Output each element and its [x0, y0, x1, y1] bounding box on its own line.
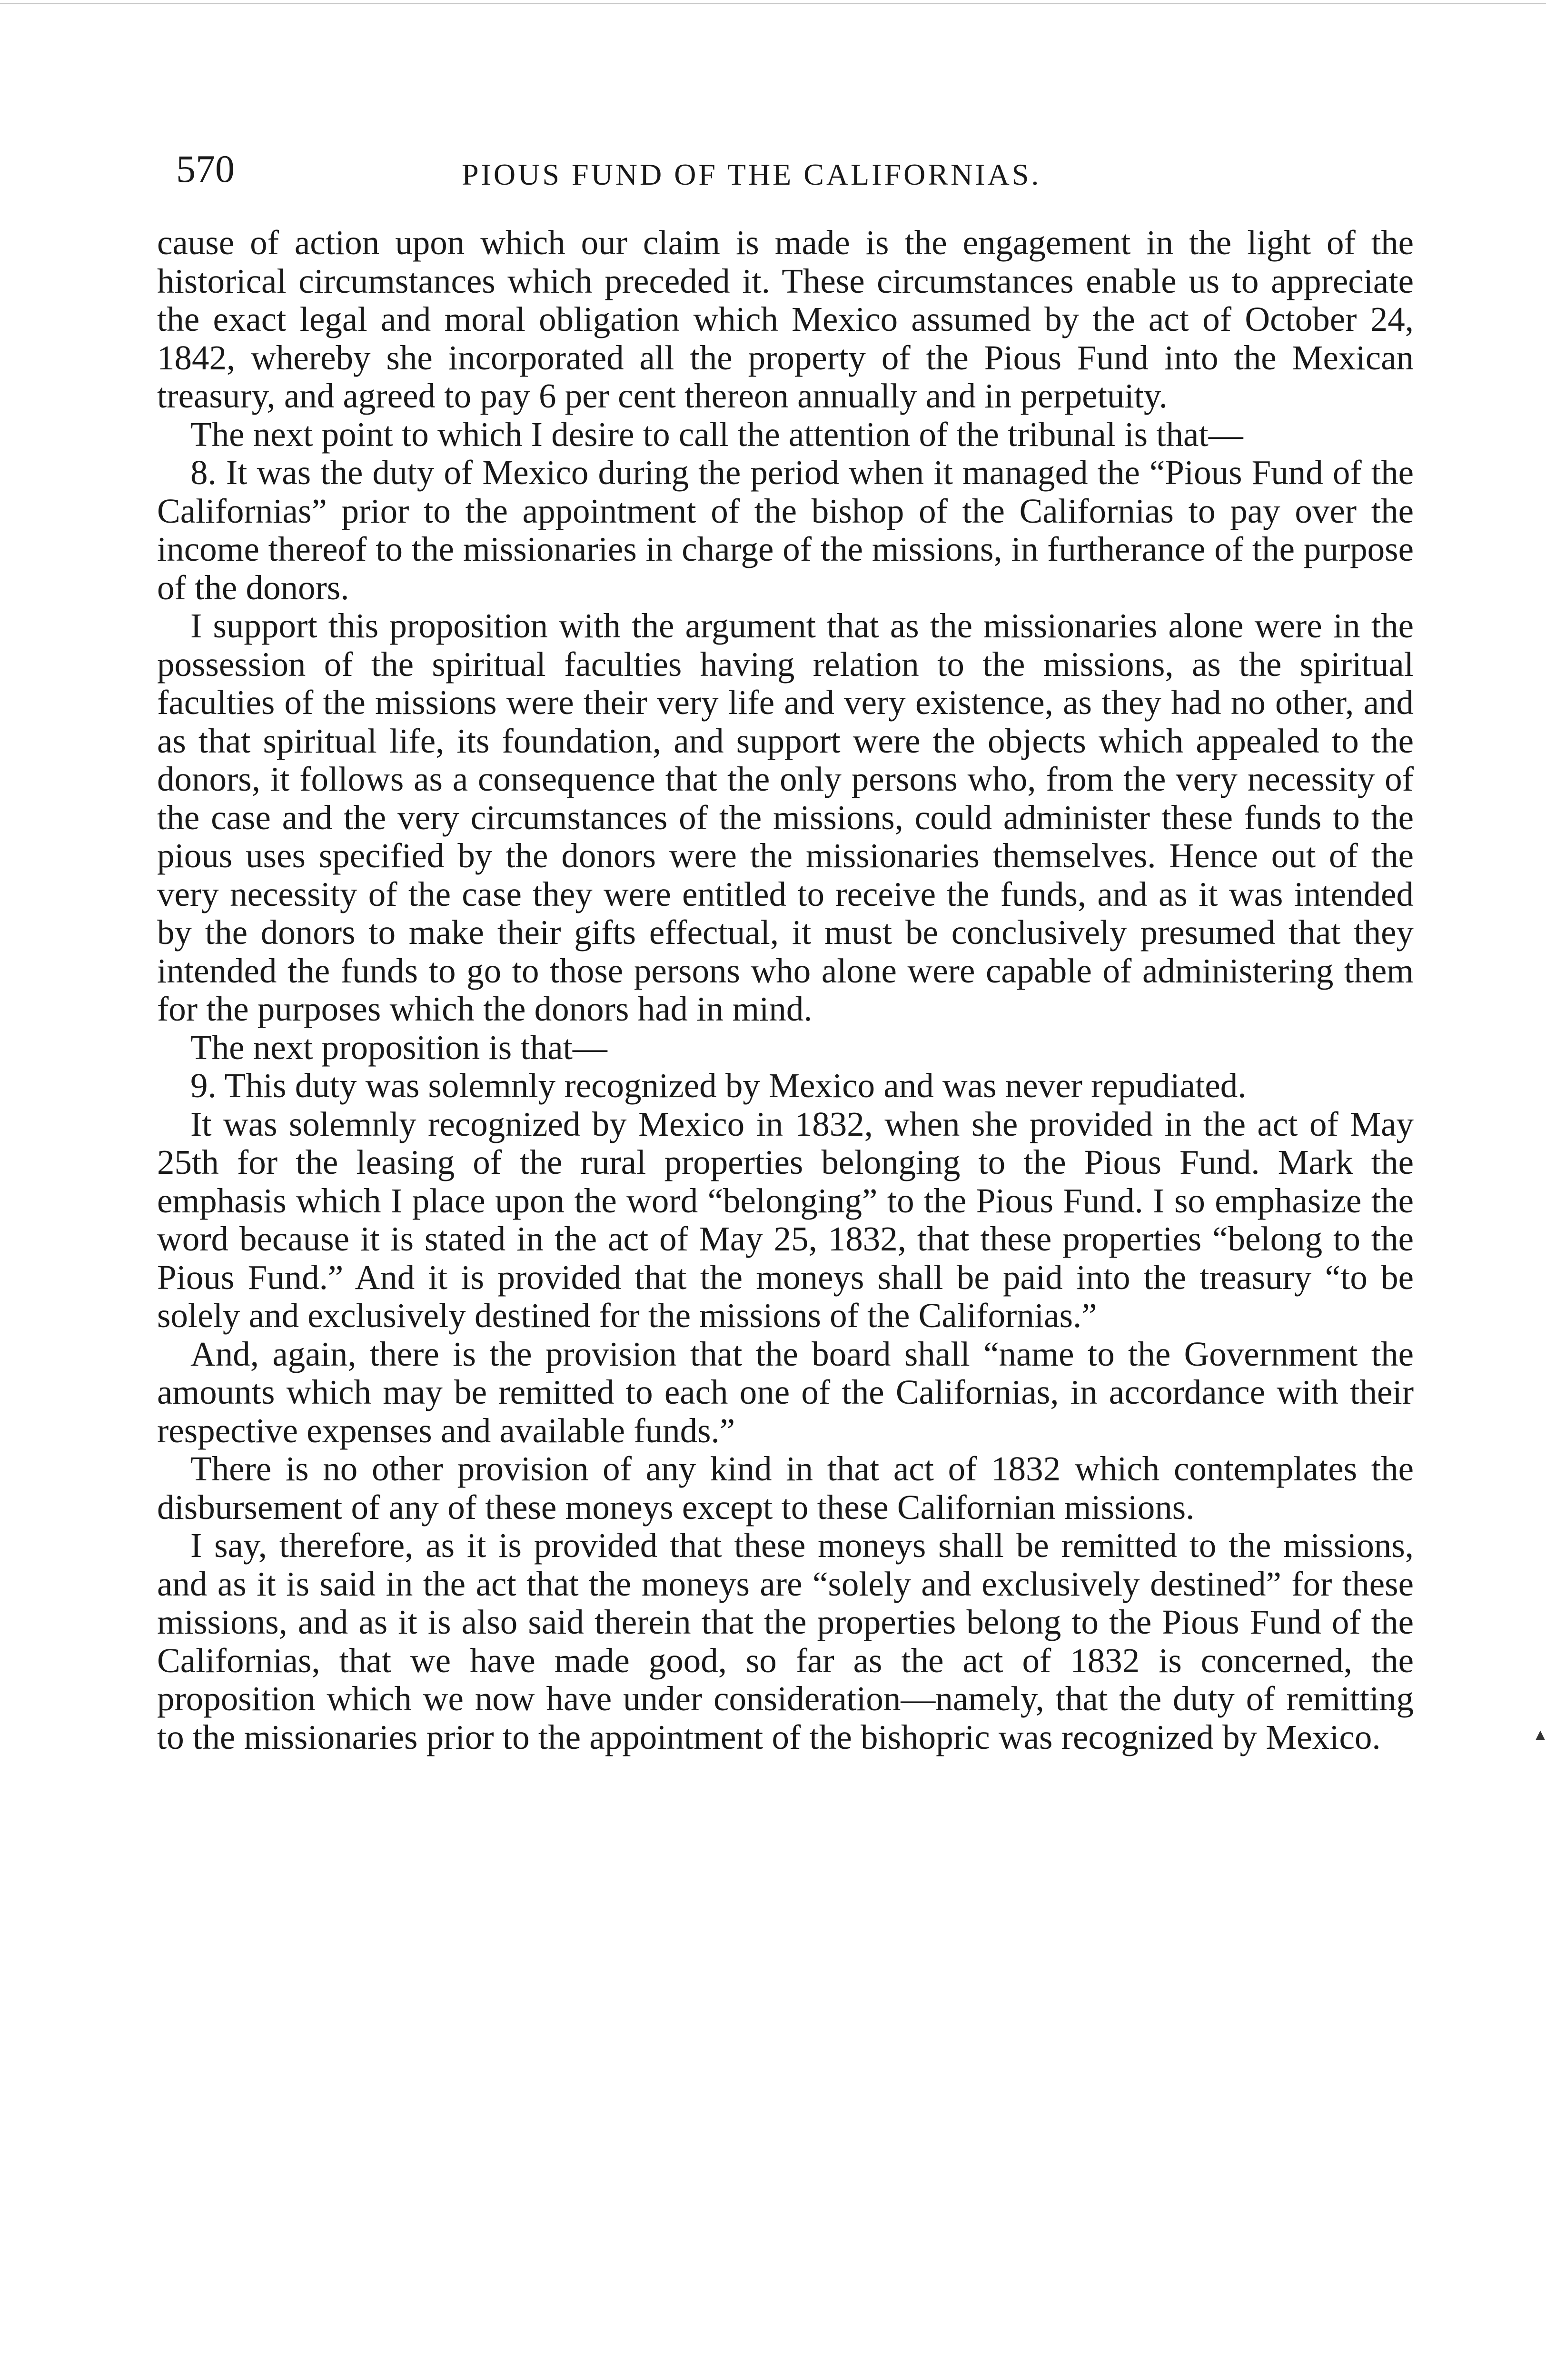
paragraph-board-provision: And, again, there is the provision that the board shall “name to the Government the amounts which may be remitted to each one of the Californias, in accordance with their respective expenses and available funds.” [157, 1334, 1414, 1450]
running-title: PIOUS FUND OF THE CALIFORNIAS. [462, 158, 1041, 191]
proposition-9: 9. This duty was solemnly recognized by Mexico and was never repudiated. [190, 1066, 1247, 1105]
paragraph-no-other-provision: There is no other provision of any kind in that act of 1832 which contemplates the disbursement of any of these moneys except to these Californian missions. [157, 1449, 1414, 1527]
proposition-8: 8. It was the duty of Mexico during the period when it managed the “Pious Fund of the Californias” prior to the appointment of the bishop of the Californias to pay over the income thereof to the missionaries in charge of the missions, in furtherance of the purpose of the donors. [157, 453, 1414, 607]
paragraph-next-proposition: The next proposition is that— [190, 1028, 607, 1067]
top-scan-edge [0, 3, 1546, 4]
paragraph-next-point: The next point to which I desire to call the attention of the tribunal is that— [190, 415, 1243, 454]
body-text [157, 224, 1414, 1756]
book-page [157, 143, 1414, 1756]
margin-mark-icon: ▴ [1536, 1723, 1546, 1745]
paragraph-conclusion: I say, therefore, as it is provided that these moneys shall be remitted to the missions, and as it is said in the act that the moneys are “solely and exclusively destined” for these missions, and as it is also said therein that the properties belong to the Pious Fund of the Californias, that we have made good, so far as the act of 1832 is concerned, the proposition which we now have under consideration—namely, that the duty of remitting to the missionaries prior to the appointment of the bishopric was recognized by Mexico. [157, 1526, 1414, 1756]
page-number: 570 [176, 147, 235, 190]
paragraph-argument: I support this proposition with the argument that as the missionaries alone were in the possession of the spiritual faculties having relation to the missions, as the spiritual faculties of the missions were their very life and very existence, as they had no other, and as that spiritual life, its foundation, and support were the objects which appealed to the donors, it follows as a consequence that the only persons who, from the very necessity of the case and the very circumstances of the missions, could administer these funds to the pious uses specified by the donors were the missionaries themselves. Hence out of the very necessity of the case they were entitled to receive the funds, and as it was intended by the donors to make their gifts effectual, it must be conclusively presumed that they intended the funds to go to those persons who alone were capable of administering them for the purposes which the donors had in mind. [157, 606, 1414, 1028]
paragraph-continuation: cause of action upon which our claim is made is the engagement in the light of the historical circumstances which preceded it. These circumstances enable us to appreciate the exact legal and moral obligation which Mexico assumed by the act of October 24, 1842, whereby she incorporated all the property of the Pious Fund into the Mexican treasury, and agreed to pay 6 per cent thereon annually and in perpetuity. [157, 223, 1414, 415]
running-head [157, 143, 1414, 195]
paragraph-act-1832: It was solemnly recognized by Mexico in 1832, when she provided in the act of May 25th for the leasing of the rural properties belonging to the Pious Fund. Mark the emphasis which I place upon the word “belonging” to the Pious Fund. I so emphasize the word because it is stated in the act of May 25, 1832, that these properties “belong to the Pious Fund.” And it is provided that the moneys shall be paid into the treasury “to be solely and exclusively destined for the missions of the Californias.” [157, 1104, 1414, 1335]
